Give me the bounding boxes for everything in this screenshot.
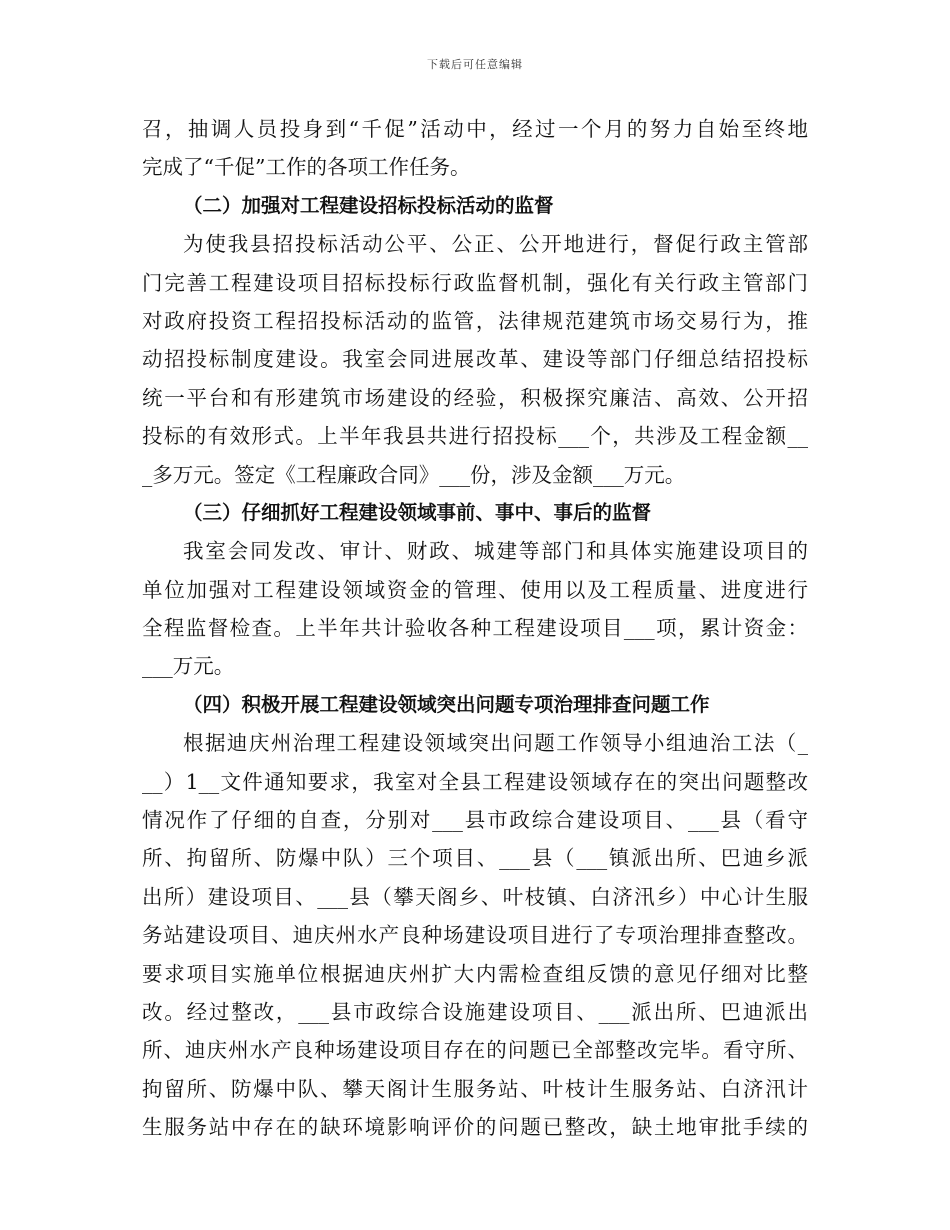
text-line: 拘留所、防爆中队、攀天阁计生服务站、叶枝计生服务站、白济汛计	[142, 1076, 808, 1101]
text-line: 生服务站中存在的缺环境影响评价的问题已整改，缺土地审批手续的	[142, 1115, 808, 1140]
text-line: 出所）建设项目、___县（攀天阁乡、叶枝镇、白济汛乡）中心计生服	[142, 884, 808, 909]
text-line: 门完善工程建设项目招标投标行政监督机制，强化有关行政主管部门	[142, 270, 808, 295]
section-heading-2: （二）加强对工程建设招标投标活动的监督	[183, 193, 554, 217]
text-line: 对政府投资工程招投标活动的监管，法律规范建筑市场交易行为，推	[142, 308, 808, 333]
page-header-note: 下载后可任意编辑	[427, 58, 523, 71]
text-line: 情况作了仔细的自查，分别对___县市政综合建设项目、___县（看守	[142, 808, 808, 833]
text-line: _多万元。签定《工程廉政合同》___份，涉及金额___万元。	[142, 462, 686, 487]
text-line: 统一平台和有形建筑市场建设的经验，积极探究廉洁、高效、公开招	[142, 385, 808, 410]
text-line: 根据迪庆州治理工程建设领域突出问题工作领导小组迪治工法（_	[183, 731, 808, 756]
text-line: 投标的有效形式。上半年我县共进行招投标___个，共涉及工程金额__	[142, 424, 808, 449]
document-body	[142, 110, 808, 1147]
section-heading-4: （四）积极开展工程建设领域突出问题专项治理排查问题工作	[183, 692, 710, 716]
text-line: ___万元。	[142, 654, 235, 679]
text-line: 全程监督检查。上半年共计验收各种工程建设项目___项，累计资金：	[142, 616, 808, 641]
text-line: 所、迪庆州水产良种场建设项目存在的问题已全部整改完毕。看守所、	[142, 1038, 808, 1063]
text-line: 要求项目实施单位根据迪庆州扩大内需检查组反馈的意见仔细对比整	[142, 961, 808, 986]
text-line: 为使我县招投标活动公平、公正、公开地进行，督促行政主管部	[183, 232, 808, 257]
text-line: 召，抽调人员投身到“千促”活动中，经过一个月的努力自始至终地	[142, 117, 808, 141]
text-line: 完成了“千促”工作的各项工作任务。	[142, 155, 471, 180]
text-line: 动招投标制度建设。我室会同进展改革、建设等部门仔细总结招投标	[142, 347, 808, 372]
text-line: 改。经过整改，___县市政综合设施建设项目、___派出所、巴迪派出	[142, 999, 808, 1024]
section-heading-3: （三）仔细抓好工程建设领域事前、事中、事后的监督	[183, 500, 652, 524]
text-line: 所、拘留所、防爆中队）三个项目、___县（___镇派出所、巴迪乡派	[142, 846, 808, 871]
text-line: 单位加强对工程建设领域资金的管理、使用以及工程质量、进度进行	[142, 577, 808, 602]
text-line: 务站建设项目、迪庆州水产良种场建设项目进行了专项治理排查整改。	[142, 923, 808, 948]
text-line: 我室会同发改、审计、财政、城建等部门和具体实施建设项目的	[183, 539, 808, 564]
text-line: __）1__文件通知要求，我室对全县工程建设领域存在的突出问题整改	[142, 769, 808, 794]
